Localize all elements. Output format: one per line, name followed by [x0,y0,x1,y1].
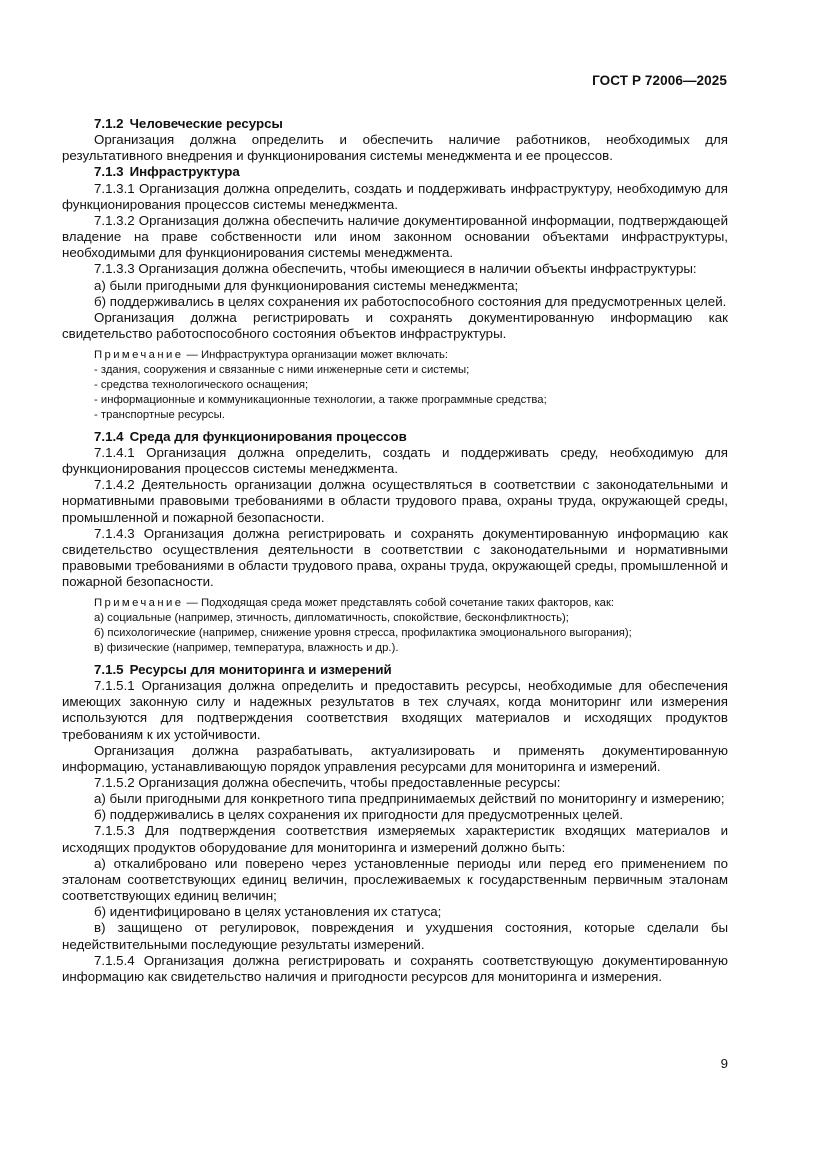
note-item: а) социальные (например, этичность, дипломатичность, спокойствие, бесконфликтность); [94,612,569,625]
paragraph: 7.1.5.3 Для подтверждения соответствия измеряемых характеристик входящих материалов и исходящих продуктов оборудование для мониторинга и измерений должно быть: [62,823,728,855]
paragraph: Организация должна разрабатывать, актуализировать и применять документированную информацию, устанавливающую порядок управления ресурсами для мониторинга и измерений. [62,742,728,774]
paragraph: 7.1.4.2 Деятельность организации должна осуществляться в соответствии с законодательными и нормативными правовыми требованиями в области трудового права, охраны труда, окружающей среды, промышленной и пожарной безопасности. [62,477,728,525]
section-number: 7.1.4 [94,428,124,444]
section-title: Инфраструктура [129,164,240,180]
note [62,348,728,363]
section-number: 7.1.3 [94,164,124,180]
note-item: - информационные и коммуникационные технологии, а также программные средства; [94,393,547,406]
note-item: - транспортные ресурсы. [94,408,225,421]
list-item: б) идентифицировано в целях установления их статуса; [94,904,442,920]
paragraph: 7.1.4.1 Организация должна определить, создать и поддерживать среду, необходимую для функционирования процессов системы менеджмента. [62,444,728,477]
section-title: Ресурсы для мониторинга и измерений [129,661,392,677]
page-body [62,116,728,985]
list-item: а) откалибровано или поверено через установленные периоды или перед его применением по эталонам соответствующих единиц величин, прослеживаемых к государственным первичным эталонам соответствующих единиц величин; [62,855,728,904]
section-title: Среда для функционирования процессов [129,428,407,444]
paragraph: 7.1.3.3 Организация должна обеспечить, чтобы имеющиеся в наличии объекты инфраструктуры: [94,261,697,277]
list-item: б) поддерживались в целях сохранения их пригодности для предусмотренных целей. [94,807,624,823]
section-heading-7-1-4 [62,429,728,445]
paragraph: 7.1.5.2 Организация должна обеспечить, чтобы предоставленные ресурсы: [94,775,561,790]
paragraph: 7.1.3.2 Организация должна обеспечить наличие документированной информации, подтверждающей владение на праве собственности или ином законном основании объектами инфраструктуры, необходимыми для функционирования системы менеджмента. [62,212,728,261]
section-title: Человеческие ресурсы [129,116,283,131]
section-number: 7.1.5 [94,661,124,677]
section-heading-7-1-2 [62,116,728,132]
list-item: б) поддерживались в целях сохранения их работоспособного состояния для предусмотренных целей. [94,293,727,309]
note [62,596,728,611]
section-number: 7.1.2 [94,116,124,131]
document-id-header: ГОСТ Р 72006—2025 [592,73,727,88]
paragraph: 7.1.5.4 Организация должна регистрировать и сохранять соответствующую документированную информацию как свидетельство наличия и пригодности ресурсов для мониторинга и измерения. [62,952,728,984]
note-item: в) физические (например, температура, влажность и др.). [94,642,399,654]
page-number: 9 [720,1056,728,1071]
note-item: - средства технологического оснащения; [94,379,309,391]
paragraph: 7.1.5.1 Организация должна определить и предоставить ресурсы, необходимые для обеспечения имеющих законную силу и надежных результатов в тех случаях, когда мониторинг или измерения используются для подтверждения соответствия входящих материалов и исходящих продуктов требованиям к их устойчивости. [62,678,728,742]
note-text: — Инфраструктура организации может включать: [183,349,449,362]
section-heading-7-1-3 [62,164,728,180]
paragraph: 7.1.4.3 Организация должна регистрировать и сохранять документированную информацию как свидетельство осуществления деятельности в соответствии с законодательными и нормативными правовыми требованиями в области трудового права, охраны труда, окружающей среды, промышленной и пожарной безопасности. [62,525,728,590]
paragraph: Организация должна регистрировать и сохранять документированную информацию как свидетельство работоспособного состояния объектов инфраструктуры. [62,309,728,342]
paragraph: 7.1.3.1 Организация должна определить, создать и поддерживать инфраструктуру, необходимую для функционирования процессов системы менеджмента. [62,180,728,212]
note-label: Примечание [94,349,184,362]
paragraph: Организация должна определить и обеспечить наличие работников, необходимых для результативного внедрения и функционирования системы менеджмента и ее процессов. [62,132,728,164]
list-item: а) были пригодными для конкретного типа предпринимаемых действий по мониторингу и измерению; [94,791,725,807]
section-heading-7-1-5 [62,662,728,678]
list-item: в) защищено от регулировок, повреждения и ухудшения состояния, которые сделали бы недействительными последующие результаты измерений. [62,920,728,952]
note-text: — Подходящая среда может представлять собой сочетание таких факторов, как: [183,597,615,610]
note-label: Примечание [94,597,184,610]
note-item: б) психологические (например, снижение уровня стресса, профилактика эмоционального выгорания); [94,627,632,640]
note-item: - здания, сооружения и связанные с ними инженерные сети и системы; [94,364,470,377]
list-item: а) были пригодными для функционирования системы менеджмента; [94,277,519,293]
